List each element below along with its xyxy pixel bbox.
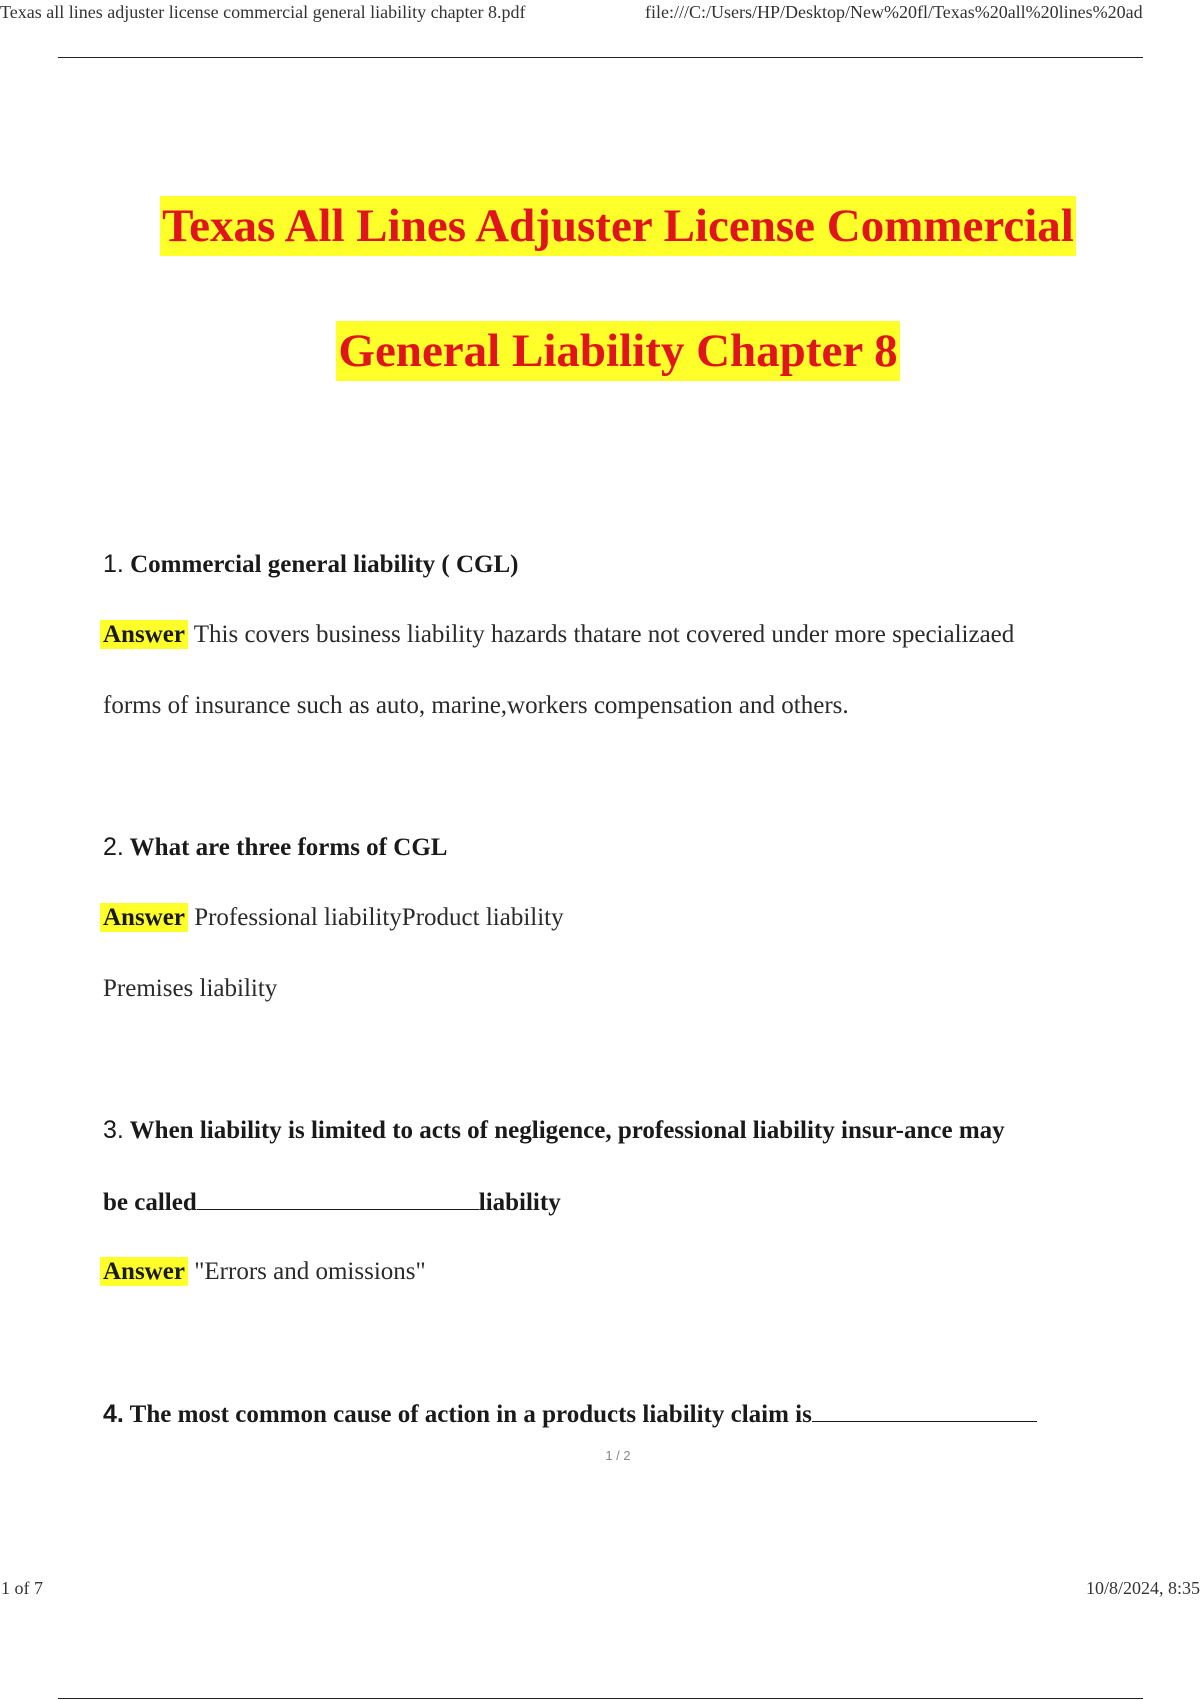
question-number: 4.: [103, 1400, 124, 1428]
answer-text: "Errors and omissions": [194, 1258, 426, 1285]
fill-in-blank: [812, 1399, 1037, 1422]
question-number: 1.: [103, 550, 124, 578]
question-4: [103, 1399, 1037, 1429]
answer-label: Answer: [100, 620, 188, 649]
print-footer-page-count: 1 of 7: [1, 1578, 43, 1598]
page-indicator: 1 / 2: [605, 1448, 631, 1463]
fill-in-blank: [197, 1187, 479, 1210]
question-text-before-blank: be called: [103, 1189, 197, 1216]
document-title-highlight-2: General Liability Chapter 8: [336, 321, 899, 381]
question-number: 3.: [103, 1116, 124, 1144]
question-text-after-blank: liability: [478, 1189, 561, 1216]
answer-2-line-1: [103, 904, 564, 932]
print-footer-datetime: 10/8/2024, 8:35: [1085, 1578, 1200, 1598]
header-divider: [58, 57, 1143, 58]
question-text: What are three forms of CGL: [129, 834, 448, 861]
document-title-line-2: [0, 324, 1200, 378]
question-text-line-1: When liability is limited to acts of negligence, professional liability insur-ance may: [129, 1117, 1005, 1144]
answer-1-line-1: [103, 621, 1014, 649]
question-number: 2.: [103, 833, 124, 861]
question-2: [103, 833, 447, 862]
answer-1-line-2: forms of insurance such as auto, marine,workers compensation and others.: [103, 692, 849, 719]
question-3-line-2: [103, 1187, 561, 1217]
question-text: Commercial general liability ( CGL): [130, 551, 519, 578]
question-text: The most common cause of action in a products liability claim is: [129, 1401, 812, 1428]
document-title-line-1: [0, 199, 1200, 253]
answer-3-line-1: [103, 1258, 426, 1286]
answer-2-line-2: Premises liability: [103, 975, 278, 1002]
print-header-file-path: file:///C:/Users/HP/Desktop/New%20fl/Texas%20all%20lines%20ad: [645, 2, 1143, 22]
answer-text: Professional liabilityProduct liability: [194, 904, 564, 931]
question-3: [103, 1116, 1005, 1145]
question-1: [103, 550, 518, 579]
print-header-file-title: Texas all lines adjuster license commercial general liability chapter 8.pdf: [0, 2, 526, 22]
footer-divider: [58, 1698, 1143, 1699]
answer-label: Answer: [100, 1257, 188, 1286]
document-title-highlight-1: Texas All Lines Adjuster License Commercial: [160, 196, 1076, 256]
answer-label: Answer: [100, 903, 188, 932]
answer-text: This covers business liability hazards thatare not covered under more specializaed: [193, 621, 1015, 648]
